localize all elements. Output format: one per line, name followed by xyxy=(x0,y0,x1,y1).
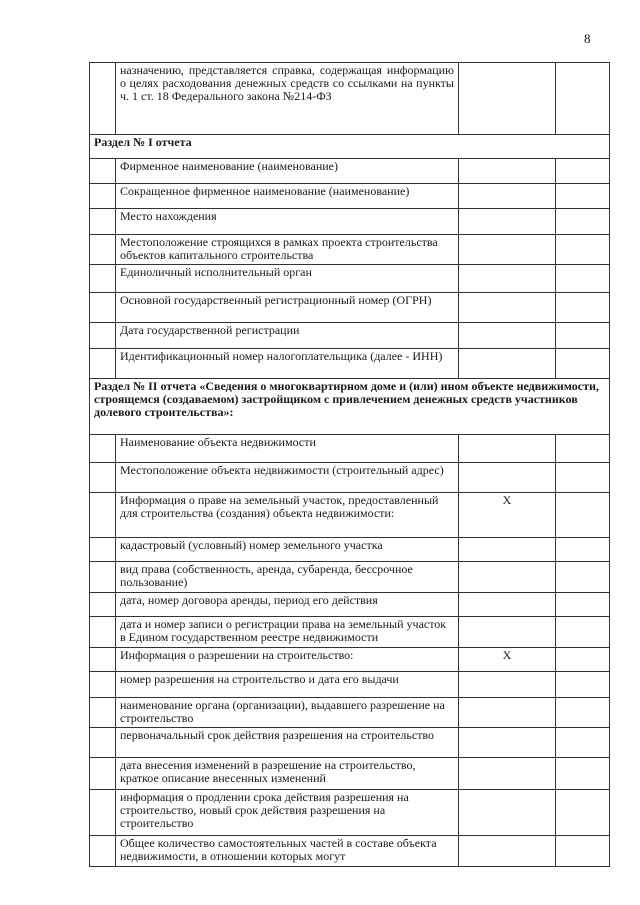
row-mark-cell xyxy=(459,758,556,790)
row-number-cell xyxy=(90,265,116,293)
row-mark-cell xyxy=(459,790,556,836)
table-row xyxy=(90,293,610,323)
row-number-cell xyxy=(90,648,116,672)
row-number-cell xyxy=(90,463,116,493)
table-row xyxy=(90,593,610,617)
row-number-cell xyxy=(90,209,116,235)
row-mark-cell xyxy=(459,349,556,379)
row-text-cell: назначению, представляется справка, содержащая информацию о целях расходования денежных средств со ссылками на пункты ч. 1 ст. 18 Федерального закона №214-ФЗ xyxy=(116,63,459,135)
row-extra-cell xyxy=(556,293,610,323)
table-row xyxy=(90,538,610,562)
row-text-cell: Основной государственный регистрационный номер (ОГРН) xyxy=(116,293,459,323)
row-mark-cell xyxy=(459,562,556,593)
row-extra-cell xyxy=(556,63,610,135)
row-number-cell xyxy=(90,593,116,617)
row-number-cell xyxy=(90,323,116,349)
row-extra-cell xyxy=(556,235,610,265)
row-number-cell xyxy=(90,836,116,867)
row-mark-cell xyxy=(459,836,556,867)
row-text-cell: наименование органа (организации), выдавшего разрешение на строительство xyxy=(116,698,459,728)
row-number-cell xyxy=(90,159,116,184)
row-extra-cell xyxy=(556,617,610,648)
row-number-cell xyxy=(90,435,116,463)
row-mark-cell xyxy=(459,672,556,698)
table-row xyxy=(90,265,610,293)
row-text-cell: Единоличный исполнительный орган xyxy=(116,265,459,293)
row-mark-cell: X xyxy=(459,493,556,538)
row-extra-cell xyxy=(556,538,610,562)
row-number-cell xyxy=(90,235,116,265)
row-text-cell: дата внесения изменений в разрешение на строительство, краткое описание внесенных изменений xyxy=(116,758,459,790)
row-mark-cell xyxy=(459,293,556,323)
row-text-cell: информация о продлении срока действия разрешения на строительство, новый срок действия разрешения на строительство xyxy=(116,790,459,836)
table-row xyxy=(90,617,610,648)
row-number-cell xyxy=(90,728,116,758)
row-extra-cell xyxy=(556,159,610,184)
row-mark-cell xyxy=(459,538,556,562)
row-mark-cell xyxy=(459,593,556,617)
row-mark-cell xyxy=(459,159,556,184)
table-row xyxy=(90,235,610,265)
row-number-cell xyxy=(90,790,116,836)
table-row xyxy=(90,159,610,184)
row-extra-cell xyxy=(556,435,610,463)
row-extra-cell xyxy=(556,728,610,758)
row-extra-cell xyxy=(556,698,610,728)
row-mark-cell xyxy=(459,698,556,728)
row-text-cell: Местоположение строящихся в рамках проекта строительства объектов капитального строительства xyxy=(116,235,459,265)
row-number-cell xyxy=(90,538,116,562)
row-text-cell: Место нахождения xyxy=(116,209,459,235)
row-text-cell: Идентификационный номер налогоплательщика (далее - ИНН) xyxy=(116,349,459,379)
row-mark-cell xyxy=(459,184,556,209)
row-text-cell: дата и номер записи о регистрации права на земельный участок в Едином государственном реестре недвижимости xyxy=(116,617,459,648)
row-extra-cell xyxy=(556,562,610,593)
row-extra-cell xyxy=(556,349,610,379)
table-row xyxy=(90,758,610,790)
row-text-cell: Информация о праве на земельный участок, предоставленный для строительства (создания) объекта недвижимости: xyxy=(116,493,459,538)
row-text-cell: Фирменное наименование (наименование) xyxy=(116,159,459,184)
row-mark-cell xyxy=(459,63,556,135)
row-extra-cell xyxy=(556,758,610,790)
row-mark-cell xyxy=(459,728,556,758)
row-number-cell xyxy=(90,617,116,648)
row-text-cell: вид права (собственность, аренда, субаренда, бессрочное пользование) xyxy=(116,562,459,593)
row-extra-cell xyxy=(556,265,610,293)
row-extra-cell xyxy=(556,493,610,538)
table-row xyxy=(90,349,610,379)
row-number-cell xyxy=(90,698,116,728)
row-mark-cell xyxy=(459,323,556,349)
table-row xyxy=(90,672,610,698)
row-text-cell: номер разрешения на строительство и дата его выдачи xyxy=(116,672,459,698)
row-extra-cell xyxy=(556,463,610,493)
row-mark-cell xyxy=(459,617,556,648)
table-row xyxy=(90,836,610,867)
page-number: 8 xyxy=(584,31,591,46)
row-number-cell xyxy=(90,758,116,790)
row-extra-cell xyxy=(556,672,610,698)
section-row xyxy=(90,135,610,159)
row-text-cell: Дата государственной регистрации xyxy=(116,323,459,349)
row-number-cell xyxy=(90,349,116,379)
table-row xyxy=(90,493,610,538)
row-number-cell xyxy=(90,63,116,135)
report-table xyxy=(89,62,610,867)
row-extra-cell xyxy=(556,593,610,617)
table-row xyxy=(90,790,610,836)
row-text-cell: Сокращенное фирменное наименование (наименование) xyxy=(116,184,459,209)
row-text-cell: дата, номер договора аренды, период его действия xyxy=(116,593,459,617)
row-number-cell xyxy=(90,184,116,209)
row-mark-cell xyxy=(459,209,556,235)
row-mark-cell: X xyxy=(459,648,556,672)
row-text-cell: первоначальный срок действия разрешения на строительство xyxy=(116,728,459,758)
row-extra-cell xyxy=(556,790,610,836)
section-row xyxy=(90,379,610,435)
table-row xyxy=(90,184,610,209)
row-extra-cell xyxy=(556,184,610,209)
row-text-cell: Общее количество самостоятельных частей в составе объекта недвижимости, в отношении которых могут xyxy=(116,836,459,867)
table-row xyxy=(90,435,610,463)
table-row xyxy=(90,323,610,349)
row-text-cell: Местоположение объекта недвижимости (строительный адрес) xyxy=(116,463,459,493)
row-number-cell xyxy=(90,562,116,593)
table-row xyxy=(90,728,610,758)
row-number-cell xyxy=(90,672,116,698)
table-row xyxy=(90,562,610,593)
row-mark-cell xyxy=(459,235,556,265)
row-extra-cell xyxy=(556,836,610,867)
row-number-cell xyxy=(90,493,116,538)
table-row xyxy=(90,648,610,672)
row-text-cell: кадастровый (условный) номер земельного участка xyxy=(116,538,459,562)
row-extra-cell xyxy=(556,648,610,672)
table-row xyxy=(90,463,610,493)
table-row xyxy=(90,698,610,728)
row-text-cell: Информация о разрешении на строительство: xyxy=(116,648,459,672)
row-text-cell: Наименование объекта недвижимости xyxy=(116,435,459,463)
section-heading: Раздел № II отчета «Сведения о многоквартирном доме и (или) ином объекте недвижимости, строящемся (создаваемом) застройщиком с привлечением денежных средств участников долевого строительства»: xyxy=(90,379,610,435)
row-number-cell xyxy=(90,293,116,323)
row-extra-cell xyxy=(556,323,610,349)
section-heading: Раздел № I отчета xyxy=(90,135,610,159)
row-extra-cell xyxy=(556,209,610,235)
table-row xyxy=(90,209,610,235)
row-mark-cell xyxy=(459,463,556,493)
row-mark-cell xyxy=(459,435,556,463)
table-row xyxy=(90,63,610,135)
row-mark-cell xyxy=(459,265,556,293)
